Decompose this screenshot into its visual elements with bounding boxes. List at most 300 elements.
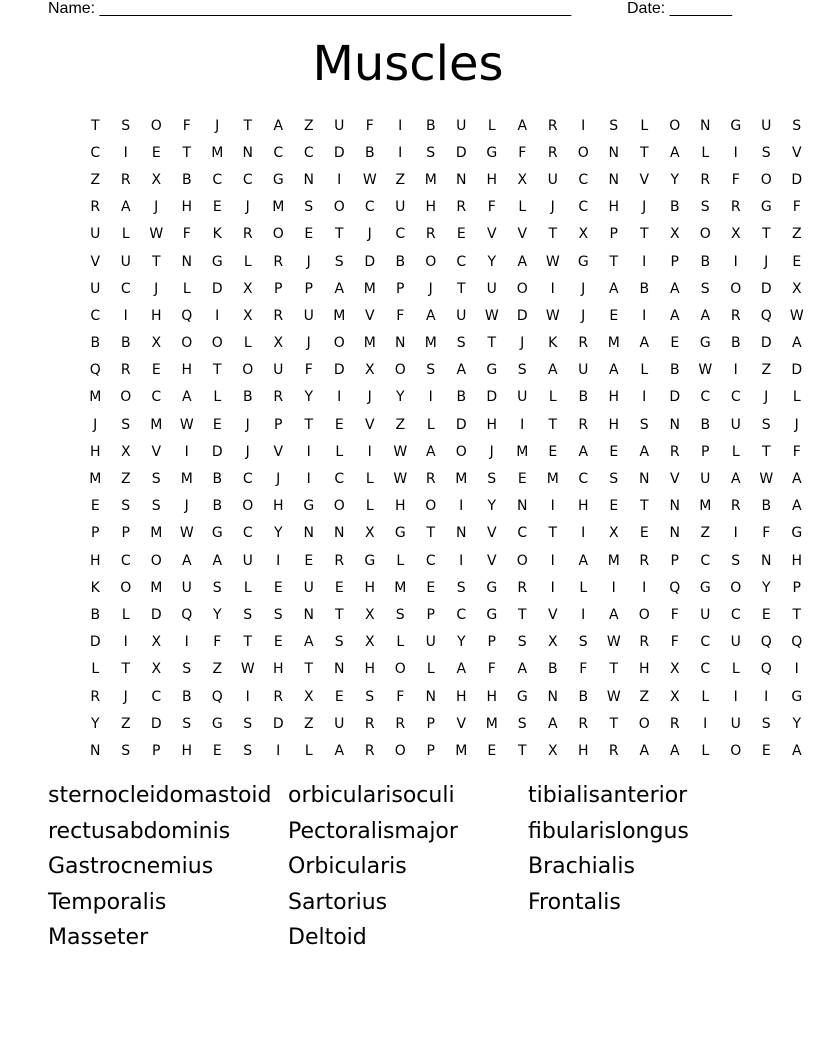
grid-letter[interactable]: A bbox=[181, 389, 192, 406]
grid-letter[interactable]: E bbox=[639, 525, 649, 542]
grid-letter[interactable]: I bbox=[642, 253, 647, 270]
grid-letter[interactable]: X bbox=[151, 634, 162, 651]
grid-letter[interactable]: C bbox=[334, 471, 345, 488]
grid-letter[interactable]: B bbox=[669, 362, 680, 379]
grid-letter[interactable]: E bbox=[761, 742, 771, 759]
grid-letter[interactable]: Q bbox=[791, 634, 803, 651]
grid-letter[interactable]: A bbox=[639, 742, 650, 759]
grid-letter[interactable]: F bbox=[670, 634, 679, 651]
grid-letter[interactable]: R bbox=[395, 715, 406, 732]
grid-letter[interactable]: I bbox=[276, 742, 281, 759]
grid-letter[interactable]: Y bbox=[456, 634, 466, 651]
grid-letter[interactable]: C bbox=[212, 171, 223, 188]
grid-letter[interactable]: D bbox=[272, 715, 284, 732]
grid-letter[interactable]: J bbox=[367, 389, 372, 406]
grid-letter[interactable]: P bbox=[426, 742, 435, 759]
grid-letter[interactable]: R bbox=[425, 471, 436, 488]
grid-letter[interactable]: T bbox=[304, 661, 314, 678]
grid-letter[interactable]: T bbox=[456, 280, 466, 297]
grid-letter[interactable]: U bbox=[334, 715, 345, 732]
grid-letter[interactable]: E bbox=[792, 253, 802, 270]
grid-letter[interactable]: E bbox=[761, 606, 771, 623]
grid-letter[interactable]: S bbox=[792, 117, 802, 134]
grid-letter[interactable]: H bbox=[608, 199, 620, 216]
grid-letter[interactable]: F bbox=[518, 144, 527, 161]
grid-letter[interactable]: T bbox=[548, 416, 558, 433]
grid-letter[interactable]: G bbox=[516, 688, 528, 705]
grid-letter[interactable]: W bbox=[606, 688, 621, 705]
grid-letter[interactable]: P bbox=[701, 443, 710, 460]
grid-letter[interactable]: S bbox=[731, 552, 741, 569]
grid-letter[interactable]: I bbox=[428, 389, 433, 406]
grid-letter[interactable]: L bbox=[243, 335, 252, 352]
grid-letter[interactable]: D bbox=[364, 253, 376, 270]
grid-letter[interactable]: X bbox=[242, 280, 253, 297]
grid-letter[interactable]: U bbox=[273, 362, 284, 379]
grid-letter[interactable]: V bbox=[486, 226, 497, 243]
grid-letter[interactable]: E bbox=[548, 443, 558, 460]
grid-letter[interactable]: H bbox=[181, 742, 193, 759]
grid-letter[interactable]: S bbox=[761, 416, 771, 433]
grid-letter[interactable]: T bbox=[548, 226, 558, 243]
grid-letter[interactable]: D bbox=[211, 443, 223, 460]
grid-letter[interactable]: B bbox=[90, 606, 101, 623]
grid-letter[interactable]: X bbox=[517, 171, 528, 188]
grid-letter[interactable]: U bbox=[303, 307, 314, 324]
grid-letter[interactable]: G bbox=[791, 688, 803, 705]
grid-letter[interactable]: H bbox=[272, 498, 284, 515]
grid-letter[interactable]: Q bbox=[669, 579, 681, 596]
grid-letter[interactable]: U bbox=[395, 199, 406, 216]
grid-letter[interactable]: C bbox=[90, 144, 101, 161]
grid-letter[interactable]: H bbox=[455, 688, 467, 705]
grid-letter[interactable]: U bbox=[761, 117, 772, 134]
grid-letter[interactable]: D bbox=[760, 335, 772, 352]
grid-letter[interactable]: D bbox=[89, 634, 101, 651]
grid-letter[interactable]: H bbox=[638, 661, 650, 678]
grid-letter[interactable]: J bbox=[428, 280, 433, 297]
grid-letter[interactable]: F bbox=[579, 661, 588, 678]
grid-letter[interactable]: B bbox=[669, 199, 680, 216]
grid-letter[interactable]: Q bbox=[760, 634, 772, 651]
grid-letter[interactable]: W bbox=[393, 443, 408, 460]
grid-letter[interactable]: H bbox=[608, 416, 620, 433]
grid-letter[interactable]: L bbox=[365, 498, 374, 515]
grid-letter[interactable]: M bbox=[363, 280, 376, 297]
grid-letter[interactable]: F bbox=[396, 307, 405, 324]
grid-letter[interactable]: F bbox=[487, 661, 496, 678]
grid-letter[interactable]: B bbox=[181, 171, 192, 188]
grid-letter[interactable]: W bbox=[606, 634, 621, 651]
grid-letter[interactable]: L bbox=[243, 253, 252, 270]
grid-letter[interactable]: B bbox=[639, 280, 650, 297]
grid-letter[interactable]: S bbox=[517, 634, 527, 651]
grid-letter[interactable]: S bbox=[273, 606, 283, 623]
grid-letter[interactable]: F bbox=[213, 634, 222, 651]
grid-letter[interactable]: T bbox=[639, 144, 649, 161]
grid-letter[interactable]: L bbox=[426, 416, 435, 433]
grid-letter[interactable]: O bbox=[760, 171, 772, 188]
grid-letter[interactable]: R bbox=[242, 226, 253, 243]
grid-letter[interactable]: D bbox=[760, 280, 772, 297]
grid-letter[interactable]: J bbox=[794, 416, 799, 433]
grid-letter[interactable]: S bbox=[578, 634, 588, 651]
grid-letter[interactable]: T bbox=[487, 335, 497, 352]
grid-letter[interactable]: H bbox=[89, 552, 101, 569]
grid-letter[interactable]: Y bbox=[761, 579, 771, 596]
grid-letter[interactable]: N bbox=[90, 742, 101, 759]
grid-letter[interactable]: T bbox=[792, 606, 802, 623]
grid-letter[interactable]: I bbox=[733, 688, 738, 705]
grid-letter[interactable]: U bbox=[334, 117, 345, 134]
grid-letter[interactable]: I bbox=[245, 688, 250, 705]
grid-letter[interactable]: B bbox=[212, 471, 223, 488]
grid-letter[interactable]: R bbox=[547, 117, 558, 134]
grid-letter[interactable]: Z bbox=[90, 171, 101, 188]
grid-letter[interactable]: T bbox=[761, 443, 771, 460]
grid-letter[interactable]: L bbox=[121, 606, 130, 623]
grid-letter[interactable]: R bbox=[730, 199, 741, 216]
grid-letter[interactable]: J bbox=[642, 199, 647, 216]
grid-letter[interactable]: H bbox=[791, 552, 803, 569]
grid-letter[interactable]: Z bbox=[761, 362, 772, 379]
grid-letter[interactable]: T bbox=[761, 226, 771, 243]
grid-letter[interactable]: L bbox=[396, 634, 405, 651]
grid-letter[interactable]: B bbox=[578, 688, 589, 705]
grid-letter[interactable]: L bbox=[121, 226, 130, 243]
grid-letter[interactable]: A bbox=[517, 253, 528, 270]
grid-letter[interactable]: G bbox=[303, 498, 315, 515]
grid-letter[interactable]: A bbox=[669, 742, 680, 759]
grid-letter[interactable]: C bbox=[456, 253, 467, 270]
grid-letter[interactable]: U bbox=[730, 634, 741, 651]
grid-letter[interactable]: U bbox=[486, 280, 497, 297]
grid-letter[interactable]: A bbox=[669, 280, 680, 297]
grid-letter[interactable]: T bbox=[426, 525, 436, 542]
name-blank[interactable]: _____________________________________________________ bbox=[99, 0, 572, 17]
grid-letter[interactable]: I bbox=[642, 579, 647, 596]
grid-letter[interactable]: L bbox=[304, 742, 313, 759]
grid-letter[interactable]: I bbox=[123, 144, 128, 161]
date-blank[interactable]: _______ bbox=[669, 0, 732, 17]
grid-letter[interactable]: T bbox=[151, 253, 161, 270]
grid-letter[interactable]: F bbox=[762, 525, 771, 542]
grid-letter[interactable]: M bbox=[516, 443, 529, 460]
grid-letter[interactable]: A bbox=[456, 362, 467, 379]
grid-letter[interactable]: J bbox=[276, 471, 281, 488]
grid-letter[interactable]: J bbox=[581, 280, 586, 297]
grid-letter[interactable]: Y bbox=[304, 389, 314, 406]
grid-letter[interactable]: T bbox=[90, 117, 100, 134]
grid-letter[interactable]: P bbox=[670, 552, 679, 569]
grid-letter[interactable]: I bbox=[550, 498, 555, 515]
grid-letter[interactable]: I bbox=[123, 634, 128, 651]
grid-letter[interactable]: O bbox=[394, 742, 406, 759]
grid-letter[interactable]: G bbox=[211, 253, 223, 270]
grid-letter[interactable]: O bbox=[211, 335, 223, 352]
grid-letter[interactable]: P bbox=[396, 280, 405, 297]
grid-letter[interactable]: A bbox=[456, 661, 467, 678]
grid-letter[interactable]: I bbox=[642, 307, 647, 324]
grid-letter[interactable]: D bbox=[333, 144, 345, 161]
grid-letter[interactable]: M bbox=[424, 335, 437, 352]
grid-letter[interactable]: J bbox=[550, 199, 555, 216]
grid-letter[interactable]: G bbox=[730, 117, 742, 134]
grid-letter[interactable]: G bbox=[486, 362, 498, 379]
grid-letter[interactable]: T bbox=[334, 226, 344, 243]
grid-letter[interactable]: A bbox=[791, 471, 802, 488]
grid-letter[interactable]: X bbox=[364, 606, 375, 623]
grid-letter[interactable]: H bbox=[364, 661, 376, 678]
grid-letter[interactable]: M bbox=[699, 498, 712, 515]
grid-letter[interactable]: O bbox=[455, 443, 467, 460]
grid-letter[interactable]: P bbox=[426, 715, 435, 732]
grid-letter[interactable]: C bbox=[517, 525, 528, 542]
grid-letter[interactable]: E bbox=[151, 362, 161, 379]
grid-letter[interactable]: M bbox=[546, 471, 559, 488]
grid-letter[interactable]: I bbox=[184, 443, 189, 460]
grid-letter[interactable]: O bbox=[699, 226, 711, 243]
grid-letter[interactable]: S bbox=[426, 144, 436, 161]
grid-letter[interactable]: S bbox=[304, 199, 314, 216]
grid-letter[interactable]: O bbox=[516, 280, 528, 297]
grid-letter[interactable]: H bbox=[150, 307, 162, 324]
grid-letter[interactable]: I bbox=[733, 525, 738, 542]
grid-letter[interactable]: I bbox=[337, 171, 342, 188]
grid-letter[interactable]: U bbox=[120, 253, 131, 270]
grid-letter[interactable]: D bbox=[211, 280, 223, 297]
grid-letter[interactable]: S bbox=[151, 498, 161, 515]
grid-letter[interactable]: X bbox=[303, 688, 314, 705]
grid-letter[interactable]: O bbox=[730, 280, 742, 297]
grid-letter[interactable]: R bbox=[578, 335, 589, 352]
grid-letter[interactable]: L bbox=[335, 443, 344, 460]
grid-letter[interactable]: I bbox=[215, 307, 220, 324]
grid-letter[interactable]: P bbox=[426, 606, 435, 623]
grid-letter[interactable]: F bbox=[182, 226, 191, 243]
grid-letter[interactable]: A bbox=[547, 362, 558, 379]
grid-letter[interactable]: J bbox=[123, 688, 128, 705]
grid-letter[interactable]: F bbox=[731, 171, 740, 188]
grid-letter[interactable]: E bbox=[212, 416, 222, 433]
grid-letter[interactable]: A bbox=[547, 715, 558, 732]
grid-letter[interactable]: B bbox=[212, 498, 223, 515]
grid-letter[interactable]: R bbox=[608, 742, 619, 759]
grid-letter[interactable]: M bbox=[211, 144, 224, 161]
grid-letter[interactable]: O bbox=[638, 606, 650, 623]
grid-letter[interactable]: C bbox=[151, 389, 162, 406]
grid-letter[interactable]: L bbox=[701, 688, 710, 705]
grid-letter[interactable]: L bbox=[518, 199, 527, 216]
grid-letter[interactable]: A bbox=[669, 144, 680, 161]
grid-letter[interactable]: I bbox=[550, 579, 555, 596]
grid-letter[interactable]: E bbox=[456, 226, 466, 243]
grid-letter[interactable]: S bbox=[487, 471, 497, 488]
grid-letter[interactable]: L bbox=[243, 579, 252, 596]
grid-letter[interactable]: J bbox=[520, 335, 525, 352]
grid-letter[interactable]: U bbox=[517, 389, 528, 406]
grid-letter[interactable]: N bbox=[334, 525, 345, 542]
grid-letter[interactable]: Z bbox=[212, 661, 223, 678]
grid-letter[interactable]: R bbox=[334, 552, 345, 569]
grid-letter[interactable]: Y bbox=[792, 715, 802, 732]
grid-letter[interactable]: X bbox=[547, 634, 558, 651]
grid-letter[interactable]: A bbox=[639, 335, 650, 352]
grid-letter[interactable]: Y bbox=[212, 606, 222, 623]
grid-letter[interactable]: B bbox=[578, 389, 589, 406]
grid-letter[interactable]: B bbox=[364, 144, 375, 161]
grid-letter[interactable]: T bbox=[548, 525, 558, 542]
grid-letter[interactable]: L bbox=[213, 389, 222, 406]
grid-letter[interactable]: R bbox=[120, 171, 131, 188]
grid-letter[interactable]: F bbox=[792, 443, 801, 460]
grid-letter[interactable]: X bbox=[364, 634, 375, 651]
grid-letter[interactable]: A bbox=[578, 443, 589, 460]
grid-letter[interactable]: Q bbox=[181, 307, 193, 324]
grid-letter[interactable]: I bbox=[581, 117, 586, 134]
grid-letter[interactable]: A bbox=[181, 552, 192, 569]
grid-letter[interactable]: P bbox=[274, 280, 283, 297]
grid-letter[interactable]: A bbox=[791, 742, 802, 759]
grid-letter[interactable]: N bbox=[669, 416, 680, 433]
grid-letter[interactable]: J bbox=[93, 416, 98, 433]
grid-letter[interactable]: W bbox=[545, 253, 560, 270]
grid-letter[interactable]: J bbox=[215, 117, 220, 134]
grid-letter[interactable]: B bbox=[700, 416, 711, 433]
grid-letter[interactable]: O bbox=[333, 498, 345, 515]
grid-letter[interactable]: C bbox=[120, 552, 131, 569]
grid-letter[interactable]: S bbox=[517, 715, 527, 732]
grid-letter[interactable]: A bbox=[334, 280, 345, 297]
grid-letter[interactable]: I bbox=[398, 117, 403, 134]
grid-letter[interactable]: G bbox=[486, 144, 498, 161]
grid-letter[interactable]: A bbox=[425, 443, 436, 460]
grid-letter[interactable]: M bbox=[89, 471, 102, 488]
grid-letter[interactable]: X bbox=[791, 280, 802, 297]
grid-letter[interactable]: O bbox=[730, 579, 742, 596]
grid-letter[interactable]: O bbox=[333, 199, 345, 216]
grid-letter[interactable]: G bbox=[699, 335, 711, 352]
grid-letter[interactable]: M bbox=[485, 715, 498, 732]
grid-letter[interactable]: T bbox=[243, 117, 253, 134]
grid-letter[interactable]: Z bbox=[639, 688, 650, 705]
grid-letter[interactable]: J bbox=[764, 389, 769, 406]
grid-letter[interactable]: L bbox=[701, 144, 710, 161]
grid-letter[interactable]: E bbox=[273, 579, 283, 596]
grid-letter[interactable]: C bbox=[730, 606, 741, 623]
grid-letter[interactable]: W bbox=[149, 226, 164, 243]
grid-letter[interactable]: G bbox=[394, 525, 406, 542]
grid-letter[interactable]: X bbox=[669, 661, 680, 678]
grid-letter[interactable]: H bbox=[425, 199, 437, 216]
grid-letter[interactable]: R bbox=[456, 199, 467, 216]
grid-letter[interactable]: C bbox=[273, 144, 284, 161]
grid-letter[interactable]: U bbox=[730, 715, 741, 732]
grid-letter[interactable]: R bbox=[669, 443, 680, 460]
grid-letter[interactable]: R bbox=[90, 199, 101, 216]
grid-letter[interactable]: R bbox=[273, 688, 284, 705]
grid-letter[interactable]: Y bbox=[487, 253, 497, 270]
grid-letter[interactable]: I bbox=[276, 552, 281, 569]
grid-letter[interactable]: L bbox=[365, 471, 374, 488]
grid-letter[interactable]: B bbox=[456, 389, 467, 406]
grid-letter[interactable]: Q bbox=[760, 307, 772, 324]
grid-letter[interactable]: Z bbox=[700, 525, 711, 542]
grid-letter[interactable]: E bbox=[304, 226, 314, 243]
grid-letter[interactable]: Q bbox=[760, 661, 772, 678]
grid-letter[interactable]: D bbox=[455, 144, 467, 161]
grid-letter[interactable]: G bbox=[364, 552, 376, 569]
grid-letter[interactable]: G bbox=[577, 253, 589, 270]
grid-letter[interactable]: X bbox=[242, 307, 253, 324]
grid-letter[interactable]: B bbox=[90, 335, 101, 352]
grid-letter[interactable]: Q bbox=[211, 688, 223, 705]
grid-letter[interactable]: D bbox=[455, 416, 467, 433]
grid-letter[interactable]: B bbox=[547, 661, 558, 678]
grid-letter[interactable]: I bbox=[520, 416, 525, 433]
grid-letter[interactable]: M bbox=[455, 471, 468, 488]
grid-letter[interactable]: T bbox=[609, 253, 619, 270]
grid-letter[interactable]: W bbox=[789, 307, 804, 324]
grid-letter[interactable]: U bbox=[181, 579, 192, 596]
grid-letter[interactable]: E bbox=[304, 552, 314, 569]
grid-letter[interactable]: S bbox=[151, 471, 161, 488]
grid-letter[interactable]: B bbox=[761, 498, 772, 515]
grid-letter[interactable]: I bbox=[611, 579, 616, 596]
grid-letter[interactable]: R bbox=[90, 688, 101, 705]
grid-letter[interactable]: E bbox=[426, 579, 436, 596]
grid-letter[interactable]: V bbox=[486, 552, 497, 569]
grid-letter[interactable]: I bbox=[642, 389, 647, 406]
grid-letter[interactable]: L bbox=[579, 579, 588, 596]
grid-letter[interactable]: C bbox=[578, 471, 589, 488]
grid-letter[interactable]: C bbox=[242, 171, 253, 188]
grid-letter[interactable]: I bbox=[703, 715, 708, 732]
grid-letter[interactable]: V bbox=[456, 715, 467, 732]
grid-letter[interactable]: T bbox=[517, 606, 527, 623]
grid-letter[interactable]: V bbox=[273, 443, 284, 460]
grid-letter[interactable]: P bbox=[304, 280, 313, 297]
grid-letter[interactable]: Z bbox=[395, 416, 406, 433]
grid-letter[interactable]: A bbox=[608, 280, 619, 297]
grid-letter[interactable]: E bbox=[609, 307, 619, 324]
grid-letter[interactable]: M bbox=[150, 579, 163, 596]
grid-letter[interactable]: X bbox=[578, 226, 589, 243]
grid-letter[interactable]: V bbox=[547, 606, 558, 623]
grid-letter[interactable]: P bbox=[670, 253, 679, 270]
grid-letter[interactable]: S bbox=[182, 715, 192, 732]
grid-letter[interactable]: W bbox=[179, 416, 194, 433]
grid-letter[interactable]: N bbox=[547, 688, 558, 705]
grid-letter[interactable]: O bbox=[242, 362, 254, 379]
grid-letter[interactable]: C bbox=[120, 280, 131, 297]
grid-letter[interactable]: V bbox=[90, 253, 101, 270]
grid-letter[interactable]: I bbox=[581, 525, 586, 542]
grid-letter[interactable]: V bbox=[364, 307, 375, 324]
grid-letter[interactable]: E bbox=[90, 498, 100, 515]
grid-letter[interactable]: H bbox=[272, 661, 284, 678]
grid-letter[interactable]: M bbox=[333, 307, 346, 324]
grid-letter[interactable]: O bbox=[516, 552, 528, 569]
grid-letter[interactable]: H bbox=[577, 742, 589, 759]
grid-letter[interactable]: I bbox=[581, 606, 586, 623]
grid-letter[interactable]: W bbox=[698, 362, 713, 379]
grid-letter[interactable]: J bbox=[764, 253, 769, 270]
grid-letter[interactable]: N bbox=[700, 117, 711, 134]
grid-letter[interactable]: R bbox=[547, 144, 558, 161]
grid-letter[interactable]: Z bbox=[120, 715, 131, 732]
grid-letter[interactable]: R bbox=[578, 416, 589, 433]
